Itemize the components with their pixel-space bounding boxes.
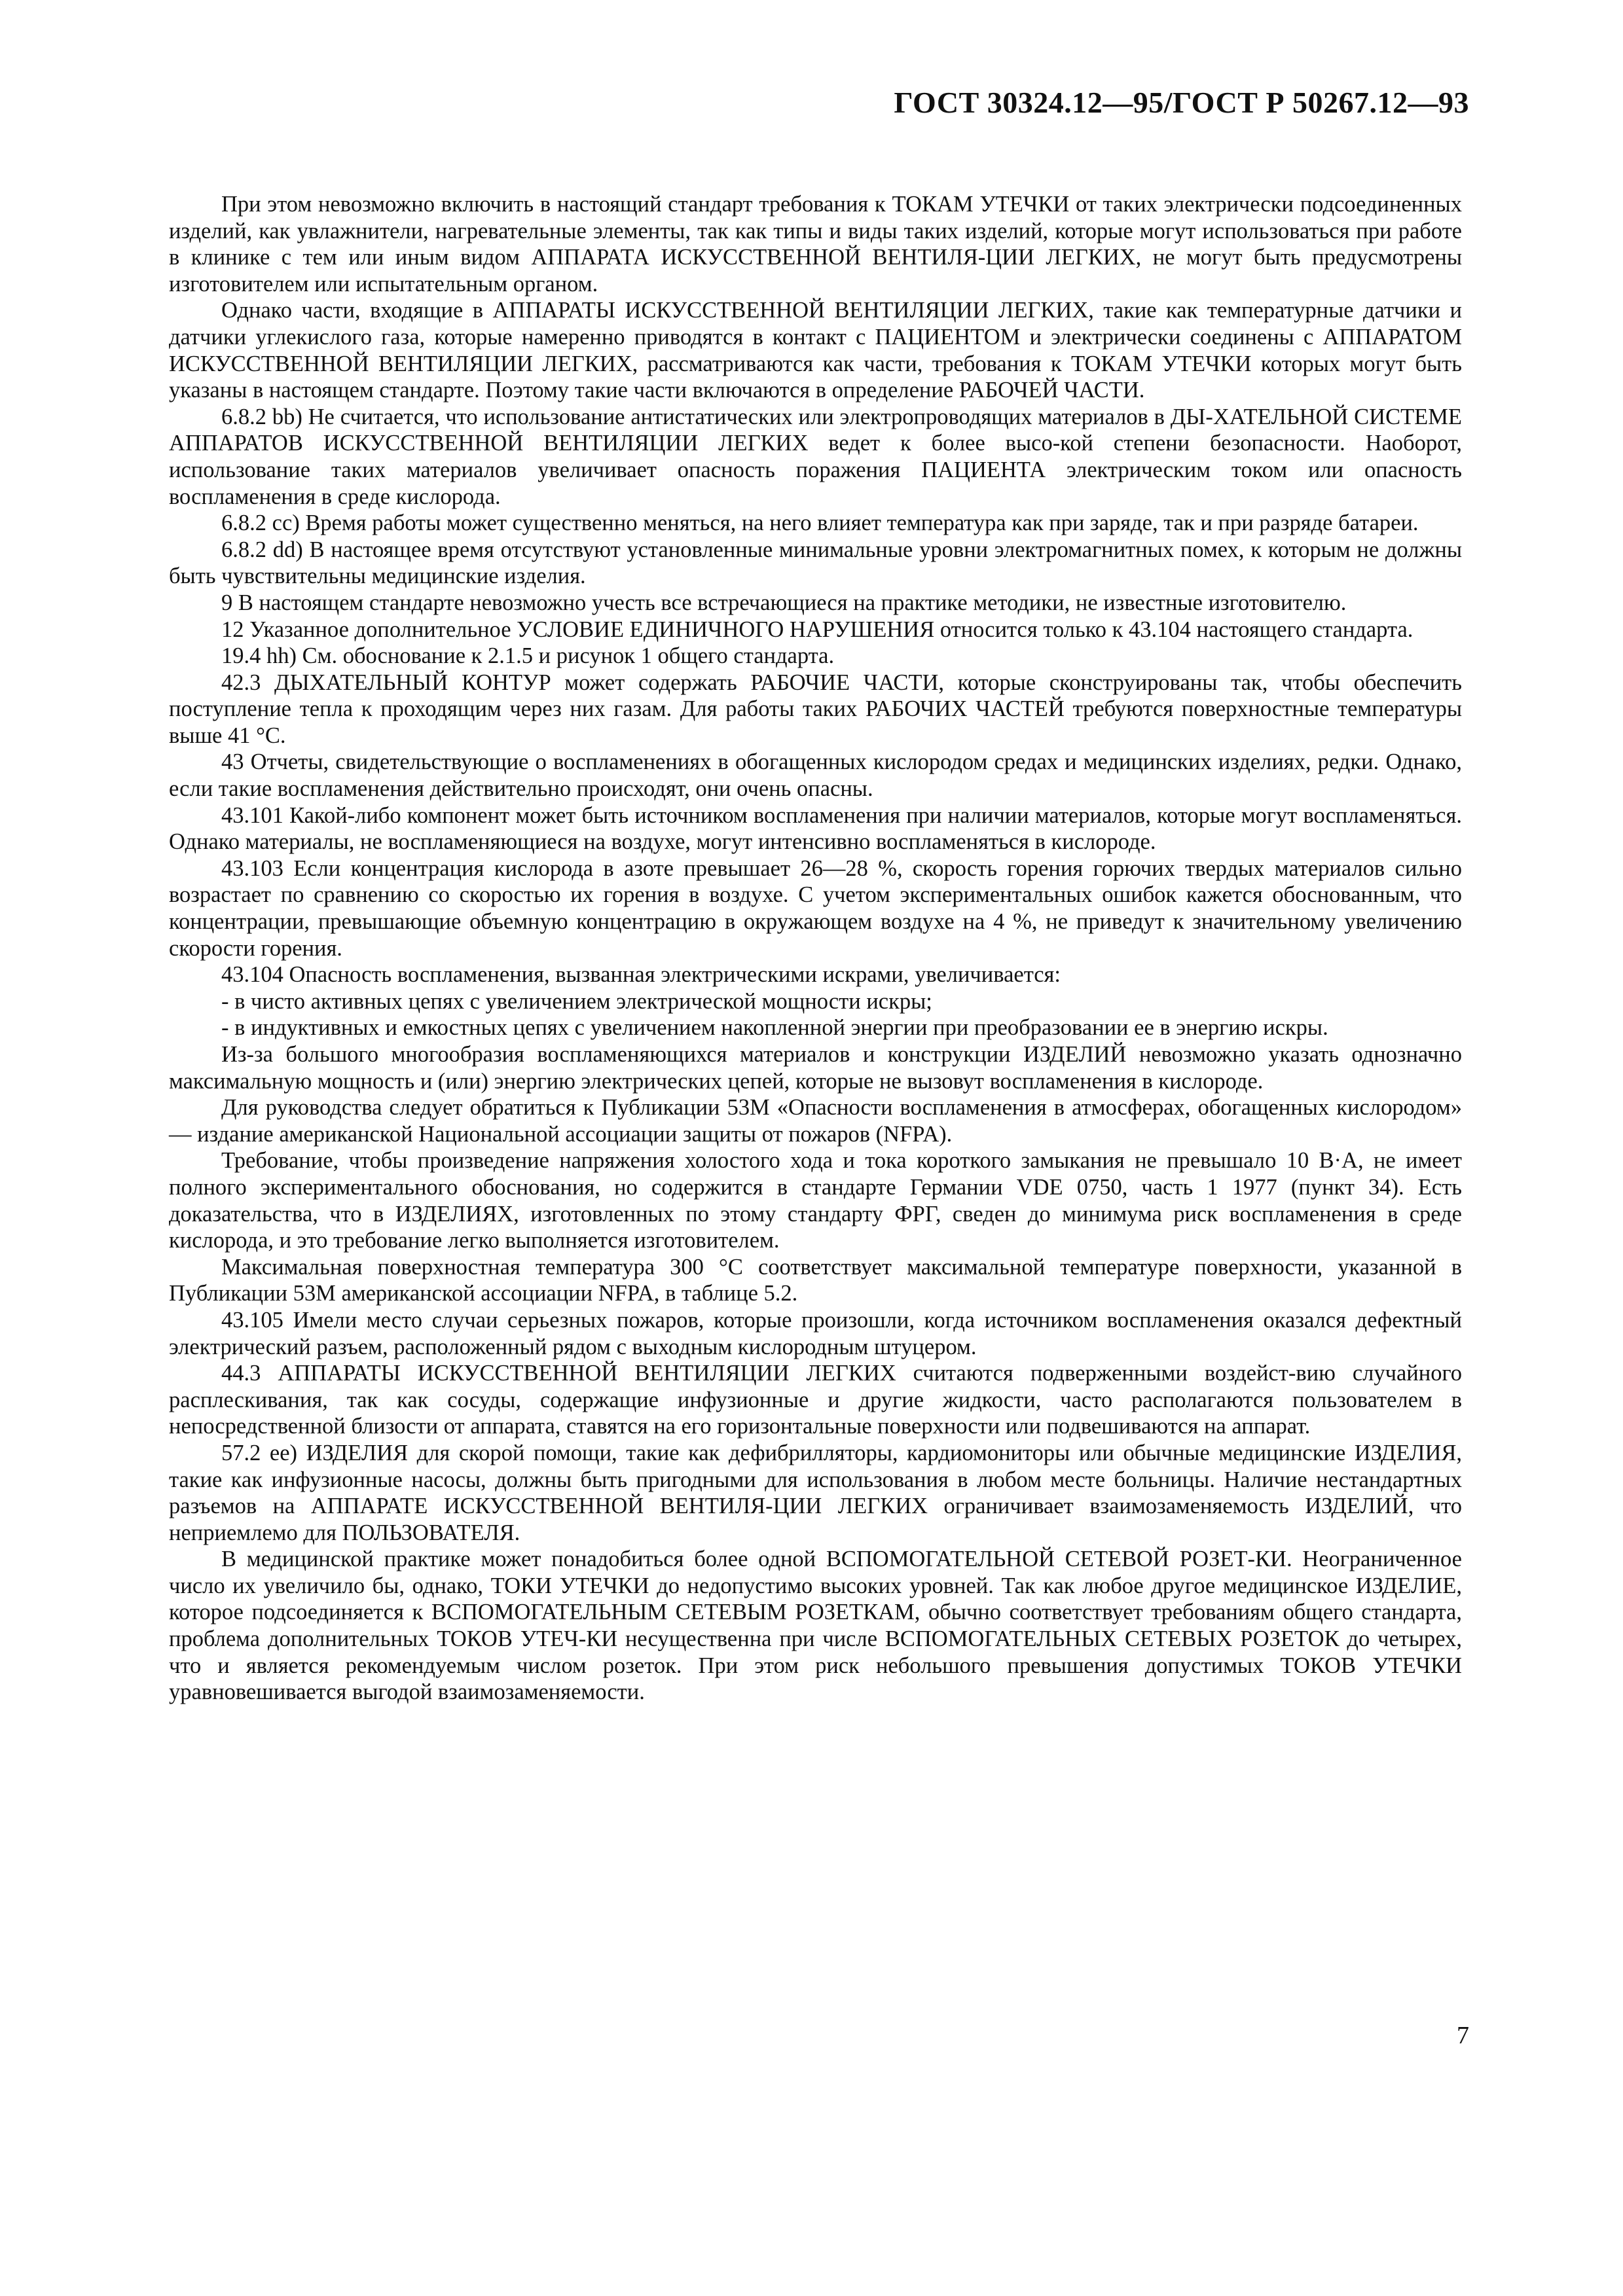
paragraph: Для руководства следует обратиться к Публикации 53М «Опасности воспламенения в атмосферах, обогащенных кислородом» — издание американской Национальной ассоциации защиты от пожаров (NFPA). (169, 1095, 1462, 1147)
paragraph: 42.3 ДЫХАТЕЛЬНЫЙ КОНТУР может содержать РАБОЧИЕ ЧАСТИ, которые сконструированы так, чтобы обеспечить поступление тепла к проходящим через них газам. Для работы таких РАБОЧИХ ЧАСТЕЙ требуются поверхностные температуры выше 41 °С. (169, 670, 1462, 748)
paragraph: 6.8.2 dd) В настоящее время отсутствуют установленные минимальные уровни электромагнитных помех, к которым не должны быть чувствительны медицинские изделия. (169, 537, 1462, 589)
paragraph: При этом невозможно включить в настоящий стандарт требования к ТОКАМ УТЕЧКИ от таких электрически подсоединенных изделий, как увлажнители, нагревательные элементы, так как типы и виды таких изделий, которые могут использоваться при работе в клинике с тем или иным видом АППАРАТА ИСКУССТВЕННОЙ ВЕНТИЛЯ-ЦИИ ЛЕГКИХ, не могут быть предусмотрены изготовителем или испытательным органом. (169, 192, 1462, 296)
paragraph: 43 Отчеты, свидетельствующие о воспламенениях в обогащенных кислородом средах и медицинских изделиях, редки. Однако, если такие воспламенения действительно происходят, они очень опасны. (169, 749, 1462, 802)
paragraph: В медицинской практике может понадобиться более одной ВСПОМОГАТЕЛЬНОЙ СЕТЕВОЙ РОЗЕТ-КИ. Неограниченное число их увеличило бы, однако, ТОКИ УТЕЧКИ до недопустимо высоких уровней. Так как любое другое медицинское ИЗДЕЛИЕ, которое подсоединяется к ВСПОМОГАТЕЛЬНЫМ СЕТЕВЫМ РОЗЕТКАМ, обычно соответствует требованиям общего стандарта, проблема дополнительных ТОКОВ УТЕЧ-КИ несущественна при числе ВСПОМОГАТЕЛЬНЫХ СЕТЕВЫХ РОЗЕТОК до четырех, что и является рекомендуемым числом розеток. При этом риск небольшого превышения допустимых ТОКОВ УТЕЧКИ уравновешивается выгодой взаимозаменяемости. (169, 1547, 1462, 1705)
paragraph: 43.105 Имели место случаи серьезных пожаров, которые произошли, когда источником воспламенения оказался дефектный электрический разъем, расположенный рядом с выходным кислородным штуцером. (169, 1307, 1462, 1359)
paragraph: 44.3 АППАРАТЫ ИСКУССТВЕННОЙ ВЕНТИЛЯЦИИ ЛЕГКИХ считаются подверженными воздейст-вию случайного расплескивания, так как сосуды, содержащие инфузионные и другие жидкости, часто располагаются пользователем в непосредственной близости от аппарата, ставятся на его горизонтальные поверхности или подвешиваются на аппарат. (169, 1361, 1462, 1439)
paragraph: 19.4 hh) См. обоснование к 2.1.5 и рисунок 1 общего стандарта. (221, 643, 835, 669)
paragraph: Из-за большого многообразия воспламеняющихся материалов и конструкции ИЗДЕЛИЙ невозможно указать однозначно максимальную мощность и (или) энергию электрических цепей, которые не вызовут воспламенения в кислороде. (169, 1042, 1462, 1094)
paragraph: 6.8.2 bb) Не считается, что использование антистатических или электропроводящих материалов в ДЫ-ХАТЕЛЬНОЙ СИСТЕМЕ АППАРАТОВ ИСКУССТВЕННОЙ ВЕНТИЛЯЦИИ ЛЕГКИХ ведет к более высо-кой степени безопасности. Наоборот, использование таких материалов увеличивает опасность поражения ПАЦИЕНТА электрическим током или опасность воспламенения в среде кислорода. (169, 404, 1462, 509)
paragraph: 43.104 Опасность воспламенения, вызванная электрическими искрами, увеличивается: (221, 962, 1061, 988)
paragraph: Максимальная поверхностная температура 300 °С соответствует максимальной температуре поверхности, указанной в Публикации 53М американской ассоциации NFPA, в таблице 5.2. (169, 1254, 1462, 1306)
paragraph: 9 В настоящем стандарте невозможно учесть все встречающиеся на практике методики, не известные изготовителю. (221, 590, 1347, 615)
list-item: - в индуктивных и емкостных цепях с увеличением накопленной энергии при преобразовании ее в энергию искры. (221, 1015, 1328, 1041)
list-item: - в чисто активных цепях с увеличением электрической мощности искры; (221, 988, 932, 1014)
paragraph: Требование, чтобы произведение напряжения холостого хода и тока короткого замыкания не превышало 10 В·А, не имеет полного экспериментального обоснования, но содержится в стандарте Германии VDE 0750, часть 1 1977 (пункт 34). Есть доказательства, что в ИЗДЕЛИЯХ, изготовленных по этому стандарту ФРГ, сведен до минимума риск воспламенения в среде кислорода, и это требование легко выполняется изготовителем. (169, 1148, 1462, 1253)
document-body (169, 191, 1462, 1706)
paragraph: 12 Указанное дополнительное УСЛОВИЕ ЕДИНИЧНОГО НАРУШЕНИЯ относится только к 43.104 настоящего стандарта. (221, 617, 1413, 642)
paragraph: 6.8.2 cc) Время работы может существенно меняться, на него влияет температура как при заряде, так и при разряде батареи. (221, 511, 1419, 536)
page-number: 7 (1457, 2022, 1469, 2049)
paragraph: 43.103 Если концентрация кислорода в азоте превышает 26—28 %, скорость горения горючих твердых материалов сильно возрастает по сравнению со скоростью их горения в воздухе. С учетом экспериментальных ошибок кажется обоснованным, что концентрации, превышающие объемную концентрацию в окружающем воздухе на 4 %, не приведут к значительному увеличению скорости горения. (169, 855, 1462, 961)
document-header: ГОСТ 30324.12—95/ГОСТ Р 50267.12—93 (894, 86, 1469, 119)
paragraph: Однако части, входящие в АППАРАТЫ ИСКУССТВЕННОЙ ВЕНТИЛЯЦИИ ЛЕГКИХ, такие как температурные датчики и датчики углекислого газа, которые намеренно приводятся в контакт с ПАЦИЕНТОМ и электрически соединены с АППАРАТОМ ИСКУССТВЕННОЙ ВЕНТИЛЯЦИИ ЛЕГКИХ, рассматриваются как части, требования к ТОКАМ УТЕЧКИ которых могут быть указаны в настоящем стандарте. Поэтому такие части включаются в определение РАБОЧЕЙ ЧАСТИ. (169, 298, 1462, 403)
paragraph: 43.101 Какой-либо компонент может быть источником воспламенения при наличии материалов, которые могут воспламеняться. Однако материалы, не воспламеняющиеся на воздухе, могут интенсивно воспламеняться в кислороде. (169, 802, 1462, 855)
paragraph: 57.2 ee) ИЗДЕЛИЯ для скорой помощи, такие как дефибрилляторы, кардиомониторы или обычные медицинские ИЗДЕЛИЯ, такие как инфузионные насосы, должны быть пригодными для использования в любом месте больницы. Наличие нестандартных разъемов на АППАРАТЕ ИСКУССТВЕННОЙ ВЕНТИЛЯ-ЦИИ ЛЕГКИХ ограничивает взаимозаменяемость ИЗДЕЛИЙ, что неприемлемо для ПОЛЬЗОВАТЕЛЯ. (169, 1440, 1462, 1545)
